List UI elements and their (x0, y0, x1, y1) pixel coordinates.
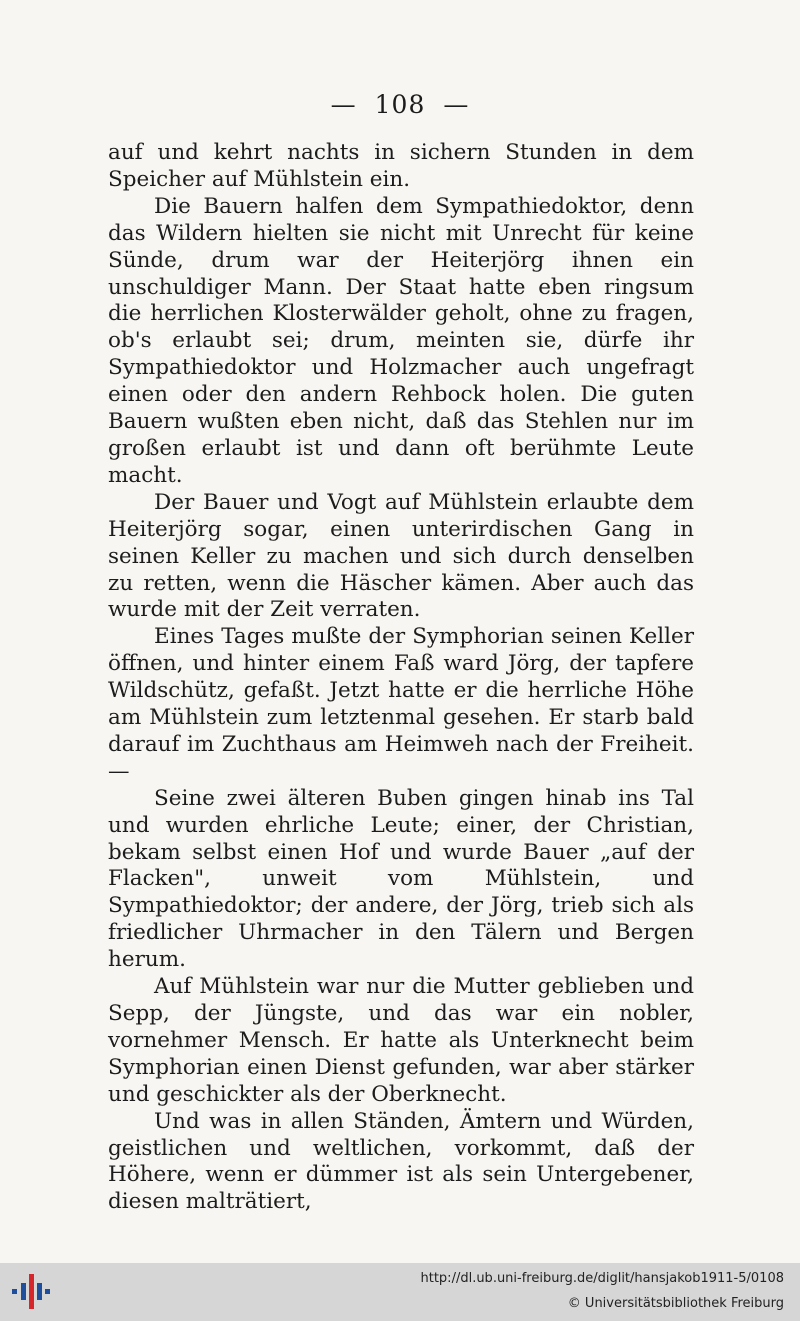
copyright-notice: © Universitätsbibliothek Freiburg (567, 1296, 784, 1311)
paragraph-6: Auf Mühlstein war nur die Mutter geblieben und Sepp, der Jüngste, und das war ein nobler, vornehmer Mensch. Er hatte als Unterknecht beim Symphorian einen Dienst gefunden, war aber stärker und geschickter als der Oberknecht. (108, 974, 694, 1107)
ub-freiburg-logo-icon[interactable] (10, 1272, 52, 1312)
library-footer (0, 1263, 800, 1321)
paragraph-2: Die Bauern halfen dem Sympathiedoktor, denn das Wildern hielten sie nicht mit Unrecht für keine Sünde, drum war der Heiterjörg ihnen ein unschuldiger Mann. Der Staat hatte eben ringsum die herrlichen Klosterwälder geholt, ohne zu fragen, ob's erlaubt sei; drum, meinten sie, dürfe ihr Sympathiedoktor und Holzmacher auch ungefragt einen oder den andern Rehbock holen. Die guten Bauern wußten eben nicht, daß das Stehlen nur im großen erlaubt ist und dann oft berühmte Leute macht. (108, 193, 694, 488)
permalink-url[interactable]: http://dl.ub.uni-freiburg.de/diglit/hansjakob1911-5/0108 (420, 1271, 784, 1286)
paragraph-7: Und was in allen Ständen, Ämtern und Würden, geistlichen und weltlichen, vorkommt, daß der Höhere, wenn er dümmer ist als sein Untergebener, diesen malträtiert, (108, 1108, 694, 1215)
paragraph-4: Eines Tages mußte der Symphorian seinen Keller öffnen, und hinter einem Faß ward Jörg, der tapfere Wildschütz, gefaßt. Jetzt hatte er die herrliche Höhe am Mühlstein zum letztenmal gesehen. Er starb bald darauf im Zuchthaus am Heimweh nach der Freiheit. — (108, 624, 694, 784)
paragraph-3: Der Bauer und Vogt auf Mühlstein erlaubte dem Heiterjörg sogar, einen unterirdischen Gang in seinen Keller zu machen und sich durch denselben zu retten, wenn die Häscher kämen. Aber auch das wurde mit der Zeit verraten. (108, 489, 694, 623)
header-dash-left: — (330, 90, 357, 119)
page-header (0, 90, 800, 119)
page-number: 108 (374, 90, 426, 119)
page-body-text (108, 140, 694, 1216)
paragraph-1: auf und kehrt nachts in sichern Stunden in dem Speicher auf Mühlstein ein. (108, 140, 694, 192)
paragraph-5: Seine zwei älteren Buben gingen hinab ins Tal und wurden ehrliche Leute; einer, der Christian, bekam selbst einen Hof und wurde Bauer „auf der Flacken", unweit vom Mühlstein, und Sympathiedoktor; der andere, der Jörg, trieb sich als friedlicher Uhrmacher in den Tälern und Bergen herum. (108, 785, 694, 973)
header-dash-right: — (443, 90, 470, 119)
